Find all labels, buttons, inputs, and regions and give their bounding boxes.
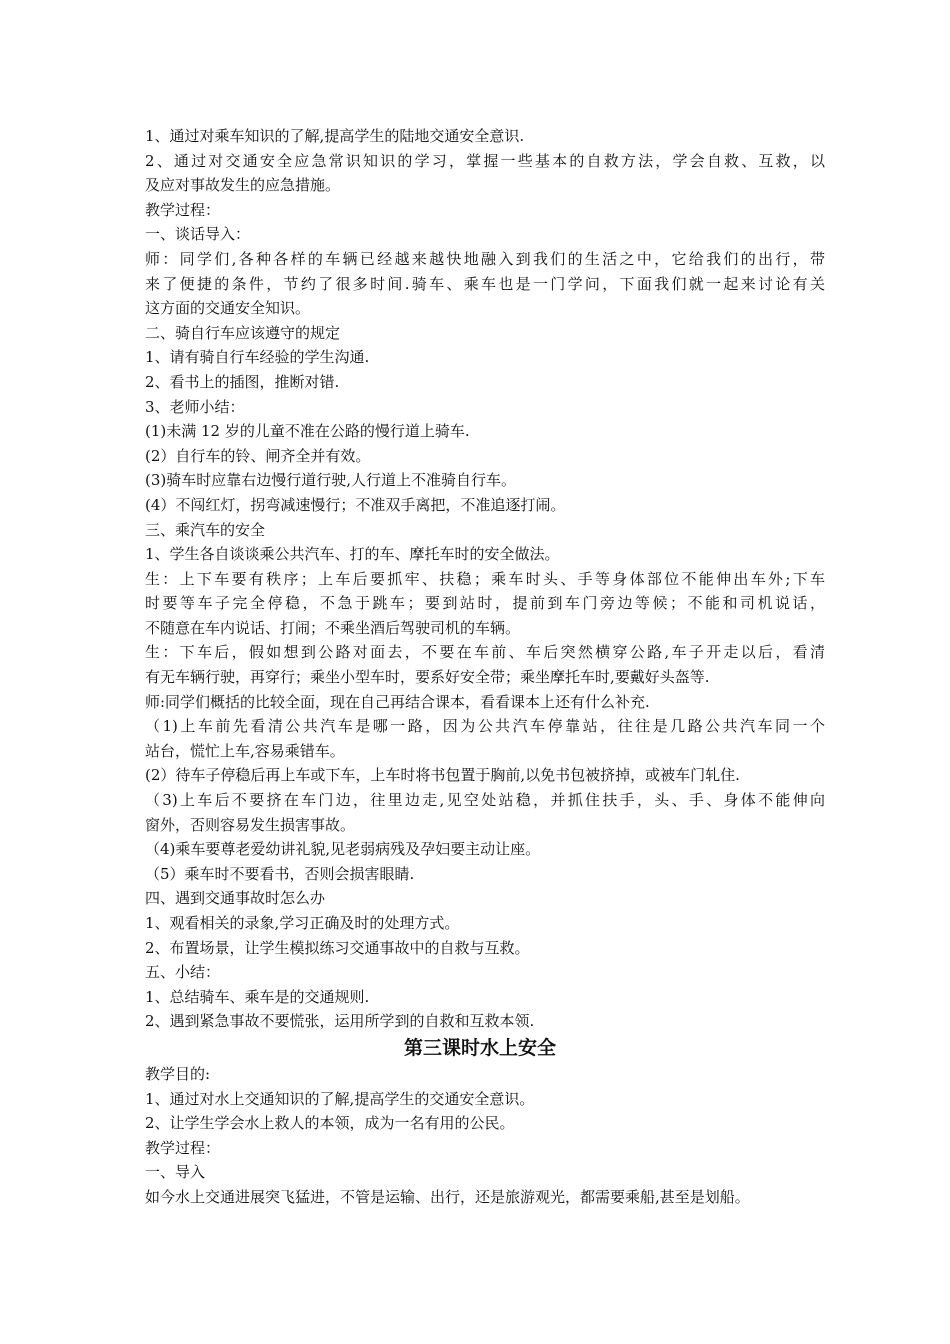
text-line: 这方面的交通安全知识。 xyxy=(145,299,311,318)
text-line: 2、让学生学会水上救人的本领，成为一名有用的公民。 xyxy=(145,1114,515,1133)
text-line: 时要等车子完全停稳，不急于跳车；要到站时，提前到车门旁边等候；不能和司机说话， xyxy=(145,594,825,613)
document-body xyxy=(145,124,825,1210)
text-line: 3、老师小结： xyxy=(145,397,245,416)
text-line: 1、通过对乘车知识的了解,提高学生的陆地交通安全意识. xyxy=(145,127,525,145)
text-line: 生：下车后，假如想到公路对面去，不要在车前、车后突然横穿公路,车子开走以后，看清 xyxy=(145,643,825,662)
text-line: 不随意在车内说话、打闹；不乘坐酒后驾驶司机的车辆。 xyxy=(145,618,521,637)
lesson-two-text xyxy=(145,124,825,1034)
text-line: 2、看书上的插图，推断对错. xyxy=(145,372,340,391)
text-line: 2、通过对交通安全应急常识知识的学习，掌握一些基本的自救方法，学会自救、互救，以 xyxy=(145,151,825,170)
text-line: 生：上下车要有秩序；上车后要抓牢、扶稳；乘车时头、手等身体部位不能伸出车外;下车 xyxy=(145,569,825,588)
text-line: （1)上车前先看清公共汽车是哪一路，因为公共汽车停靠站，往往是几路公共汽车同一个 xyxy=(145,717,825,736)
lesson-three-text xyxy=(145,1062,825,1210)
text-line: 师:同学们概括的比较全面，现在自己再结合课本，看看课本上还有什么补充. xyxy=(145,692,650,711)
text-line: 如今水上交通进展突飞猛进，不管是运输、出行，还是旅游观光，都需要乘船,甚至是划船。 xyxy=(145,1187,750,1206)
text-line: 窗外，否则容易发生损害事故。 xyxy=(145,815,356,834)
text-line: 及应对事故发生的应急措施。 xyxy=(145,176,341,195)
text-line: 三、乘汽车的安全 xyxy=(145,520,266,539)
text-line: 1、请有骑自行车经验的学生沟通. xyxy=(145,348,370,367)
text-line: (4）不闯红灯，拐弯减速慢行；不准双手离把，不准追逐打闹。 xyxy=(145,495,566,514)
text-line: （5）乘车时不要看书，否则会损害眼睛. xyxy=(145,864,415,883)
text-line: 有无车辆行驶，再穿行；乘坐小型车时，要系好安全带；乘坐摩托车时,要戴好头盔等. xyxy=(145,668,710,687)
text-line: 1、学生各自谈谈乘公共汽车、打的车、摩托车时的安全做法。 xyxy=(145,545,560,564)
text-line: 师：同学们,各种各样的车辆已经越来越快地融入到我们的生活之中，它给我们的出行，带 xyxy=(145,249,825,268)
text-line: 教学过程： xyxy=(145,1138,221,1157)
text-line: (1)未满 12 岁的儿童不准在公路的慢行道上骑车. xyxy=(145,422,470,441)
text-line: (2）自行车的铃、闸齐全并有效。 xyxy=(145,446,371,465)
text-line: 二、骑自行车应该遵守的规定 xyxy=(145,323,341,342)
text-line: 1、通过对水上交通知识的了解,提高学生的交通安全意识。 xyxy=(145,1089,535,1108)
text-line: 站台，慌忙上车,容易乘错车。 xyxy=(145,741,345,760)
text-line: 教学目的: xyxy=(145,1064,211,1083)
text-line: 2、布置场景，让学生模拟练习交通事故中的自救与互救。 xyxy=(145,938,530,957)
text-line: 1、观看相关的录象,学习正确及时的处理方式。 xyxy=(145,914,460,932)
text-line: 1、总结骑车、乘车是的交通规则. xyxy=(145,987,370,1006)
section-heading: 第三课时水上安全 xyxy=(403,1036,556,1059)
text-line: (2）待车子停稳后再上车或下车，上车时将书包置于胸前,以免书包被挤掉，或被车门轧住. xyxy=(145,766,740,785)
text-line: 教学过程： xyxy=(145,200,221,219)
text-line: (3)骑车时应靠右边慢行道行驶,人行道上不准骑自行车。 xyxy=(145,471,517,490)
text-line: 五、小结： xyxy=(145,963,221,982)
text-line: （4)乘车要尊老爱幼讲礼貌,见老弱病残及孕妇要主动让座。 xyxy=(145,840,541,859)
text-line: 一、谈话导入： xyxy=(145,225,251,244)
text-line: 来了便捷的条件，节约了很多时间.骑车、乘车也是一门学问，下面我们就一起来讨论有关 xyxy=(145,274,825,293)
text-line: 一、导入 xyxy=(145,1163,206,1182)
text-line: （3)上车后不要挤在车门边，往里边走,见空处站稳，并抓住扶手，头、手、身体不能伸向 xyxy=(145,791,825,810)
text-line: 2、遇到紧急事故不要慌张，运用所学到的自救和互救本领. xyxy=(145,1012,535,1031)
text-line: 四、遇到交通事故时怎么办 xyxy=(145,889,326,908)
